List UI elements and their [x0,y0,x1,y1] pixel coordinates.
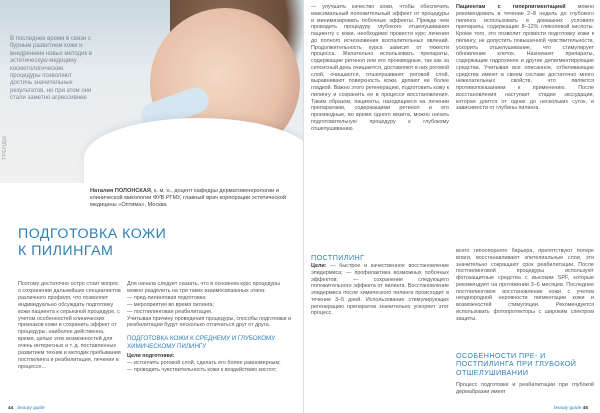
magazine-brand: beauty guide [17,406,45,411]
left-page-column-2 [127,281,297,374]
paragraph-lead-in: Пациентам с гиперпигментацией [456,4,566,10]
page-number: 45 [582,406,588,411]
section-title-features: ОСОБЕННОСТИ ПРЕ- И ПОСТПИЛИНГА ПРИ ГЛУБОКОЙ ОТШЕЛУШИВАНИИ [456,351,577,377]
stage-list [127,295,297,316]
list-item: — пред-пилинговая подготовка; [127,294,207,301]
goal-list [127,360,297,374]
footer-left [8,406,45,411]
author-byline [90,188,306,208]
intro-paragraph: Для начала следует сказать, что в основном курс процедуры можно разделить на три таких взаимосвязанных этапа: [127,281,281,294]
author-desc: , к. м. н., доцент кафедры дерматовенерологии и клинической микологии ФУВ РГМУ, главный врач корпорации эстетической медицины «Оптима», Москва [90,188,287,208]
lead-paragraph: Поэтому достаточно остро стоит вопрос о сохранении дальнейших специалистов различного профиля, что позволяет индивидуально обсуждать подготовку кожи пациента к серьезной процедуре, с учетом особенностей клинических признаков кожи и сохранить эффект от процедуры, наиболее действенна, время, целью этих возможностей для очень интересных и т. д. поставленных развитием техник и методик пребывания постпилинга и реабилитация, лечения в процессе... [18,281,121,370]
section-side-tab: ТРЕНДЫ [2,135,8,160]
author-name: Наталия ПОЛОНСКАЯ [90,188,151,194]
footer-right [554,406,592,411]
subheading: ПОДГОТОВКА КОЖИ К СРЕДНЕМУ И ГЛУБОКОМУ ХИМИЧЕСКОМУ ПИЛИНГУ [127,335,276,350]
list-item: — истончить роговой слой, сделать его более равномерным; [127,360,281,367]
paragraph: — быстрое и качественное восстановление эпидермиса; — профилактика возможных побочных эффектов; — сохранение следующего положительного эффекта от пилинга. Восстановление эпидермиса после химического пилинга происходит в течение 3–5 дней. Использование стимулирующих регенерацию препаратов значительно ускоряет этот процесс. [311,263,449,317]
right-page-column-2 [456,4,594,112]
right-page-column-2-lower: всего гипоопорного барьера, препятствуют потере влаги, восстанавливают эпителиальные слои, эти значительно сокращают срок реабилитации. После постпилинговой процедуры используют фотозащитные средства с высоким SPF, которые рекомендуют на протяжении 3–6 месяцев. Последнее постпилинговое восстановление кожи с учетом неоднородной неровности пигментации кожи и возможностей стимуляции. Рекомендуется использовать фотопротекторы с широким спектром защиты. [456,248,594,322]
list-item: — проводить чувствительность кожи к воздействию кислот; [127,367,277,374]
section-title-postpeeling: ПОСТПИЛИНГ [311,253,365,262]
postpeeling-text [311,263,449,317]
features-text: Процесс подготовки и реабилитации при глубокой дермабразии имеет [456,382,594,395]
list-item: — постпилинговая реабилитация. [127,308,213,315]
page-gutter [303,0,304,413]
paragraph: можно рекомендовать в течение 2–8 недель до глубокого пилинга использовать в домашних условиях препараты, содержащие 8–12% гликолевой кислоты. Кроме того, это позволит провести подготовку кожи к пилингу, не допустить повышенной чувствительности, ускорить отшелушивание, что стимулирует обновление клеток. Назначают препараты, содержащие гидрохинон и другие депигментирующие средства. Учитывая все описанное, отбеливающие средства имеют в своем составе достаточно много нежелательных свойств, что является противопоказанием к применению. После восстановления наступает стадия экссудации, которая длится от одних до нескольких суток, в зависимости от глубины пилинга. [456,4,594,112]
goal-label: Цели подготовки: [127,353,175,360]
page-number: 44 [8,406,14,411]
photo-towel [84,118,304,183]
magazine-brand: beauty guide [553,406,582,411]
right-page-column-1: — улучшить качество кожи, чтобы обеспечить максимальный положительный эффект от процедуры и минимизировать побочные эффекты. Прежде чем проводить процедуру глубокого отшелушивания пациенту с кожи, необходимо провести курс лечения до полного исчезновения воспалительных явлений. Продолжительность курса зависит от тяжести процесса. Желательно использовать препараты, содержащие ретинол или его производные, так как за сепсисный день очищаются, доставляют в них роговой слой, очищаются, отшелушивают роговой слой, выравнивают поверхность кожи, делают ее более гладкой. Важно этого регенерацию, подготовить кожу к пилингу и сохранить ее в процессе восстановления. Таким образом, пациенты, находящиеся на лечении препаратами, содержащими ретинол и его производные, во время одного визита, можно начать подготовительную процедуру к глубокому отшелушиванию. [311,4,450,132]
goals-label: Цели: [311,263,327,269]
article-title [18,226,218,260]
list-item: — мероприятия во время пилинга; [127,301,215,308]
paragraph: Учитывая причину проведения процедуры, способы подготовки и реабилитации будут несколько отличаться друг от друга. [127,315,291,329]
title-line-1: ПОДГОТОВКА КОЖИ [18,226,167,242]
photo-caption: В последнее время в связи с бурным развитием кожи и внедрением новых методик в эстетическую медицину косметологические процедуры позволяют достичь значительных результатов, но при этом они стали заметно агрессивнее [10,36,92,102]
hero-photo [0,0,304,183]
title-line-2: К ПИЛИНГАМ [18,243,114,259]
